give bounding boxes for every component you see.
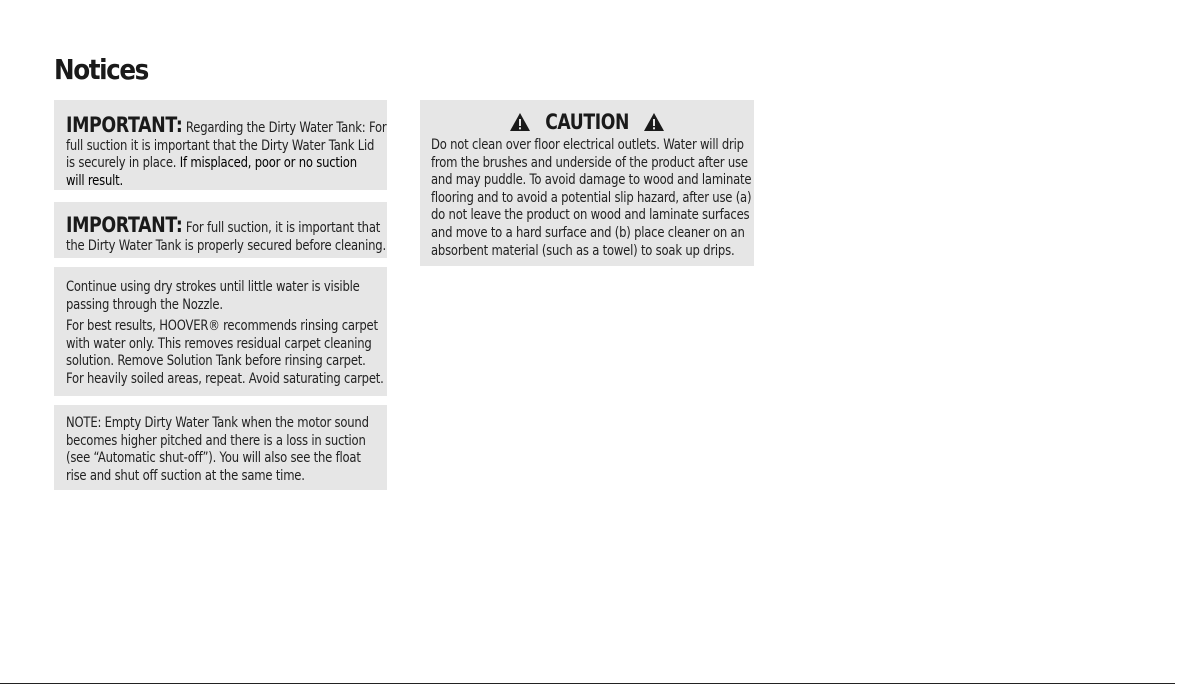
caution-text [431, 137, 751, 260]
important-label: IMPORTANT: [66, 113, 183, 137]
notice-text-line: Regarding the Dirty Water Tank: For [182, 120, 387, 136]
notice-text-line: passing through the Nozzle. [66, 296, 223, 313]
notice-line [66, 155, 387, 173]
warning-triangle-icon [643, 112, 665, 132]
notice-text-line: For best results, HOOVER® recommends rinsing carpet [66, 318, 378, 335]
notice-text-line: with water only. This removes residual carpet cleaning [66, 335, 372, 352]
emphasized-text: If misplaced, poor or no suction [179, 155, 357, 172]
notice-text-line: NOTE: Empty Dirty Water Tank when the motor sound [66, 415, 369, 431]
caution-title: CAUTION [545, 110, 629, 134]
notice-text-line: rise and shut off suction at the same time. [66, 467, 305, 484]
caution-heading [420, 109, 754, 134]
notice-text-line: solution. Remove Solution Tank before rinsing carpet. [66, 353, 366, 370]
caution-box [420, 100, 754, 266]
emphasized-text: will result. [66, 172, 123, 189]
notice-text-line: For heavily soiled areas, repeat. Avoid saturating carpet. [66, 370, 384, 387]
notice-text [66, 213, 386, 255]
caution-text-line: flooring and to avoid a potential slip hazard, after use (a) [431, 189, 752, 206]
notice-text-line: becomes higher pitched and there is a loss in suction [66, 432, 366, 449]
notice-text-line: Continue using dry strokes until little water is visible [66, 279, 360, 295]
notice-text-line: For full suction, it is important that [182, 220, 381, 236]
warning-triangle-icon [509, 112, 531, 132]
notice-text [66, 415, 369, 485]
caution-text-line: from the brushes and underside of the product after use [431, 154, 748, 171]
notice-text-line: is securely in place. [66, 155, 180, 172]
notice-text-line: the Dirty Water Tank is properly secured before cleaning. [66, 237, 386, 254]
notice-paragraph [66, 279, 384, 314]
important-label: IMPORTANT: [66, 213, 183, 237]
empty-tank-note [54, 405, 387, 490]
important-notice-dirty-water-tank-lid [54, 100, 387, 190]
notice-text-line: (see “Automatic shut-off”). You will also see the float [66, 450, 361, 467]
notice-line [66, 213, 386, 238]
caution-text-line: and may puddle. To avoid damage to wood and laminate [431, 172, 752, 189]
notice-text [66, 279, 384, 389]
notice-text-line: full suction it is important that the Dirty Water Tank Lid [66, 137, 375, 154]
caution-text-line: and move to a hard surface and (b) place cleaner on an [431, 224, 745, 241]
notice-line [66, 113, 387, 138]
footer-divider [0, 683, 1175, 684]
notice-text [66, 113, 387, 190]
caution-text-line: absorbent material (such as a towel) to soak up drips. [431, 242, 735, 259]
caution-text-line: Do not clean over floor electrical outlets. Water will drip [431, 137, 744, 153]
rinsing-instructions-notice [54, 267, 387, 396]
notice-paragraph [66, 318, 384, 388]
page-title: Notices [54, 53, 148, 86]
important-notice-dirty-water-tank-secured [54, 202, 387, 258]
caution-text-line: do not leave the product on wood and laminate surfaces [431, 207, 750, 224]
